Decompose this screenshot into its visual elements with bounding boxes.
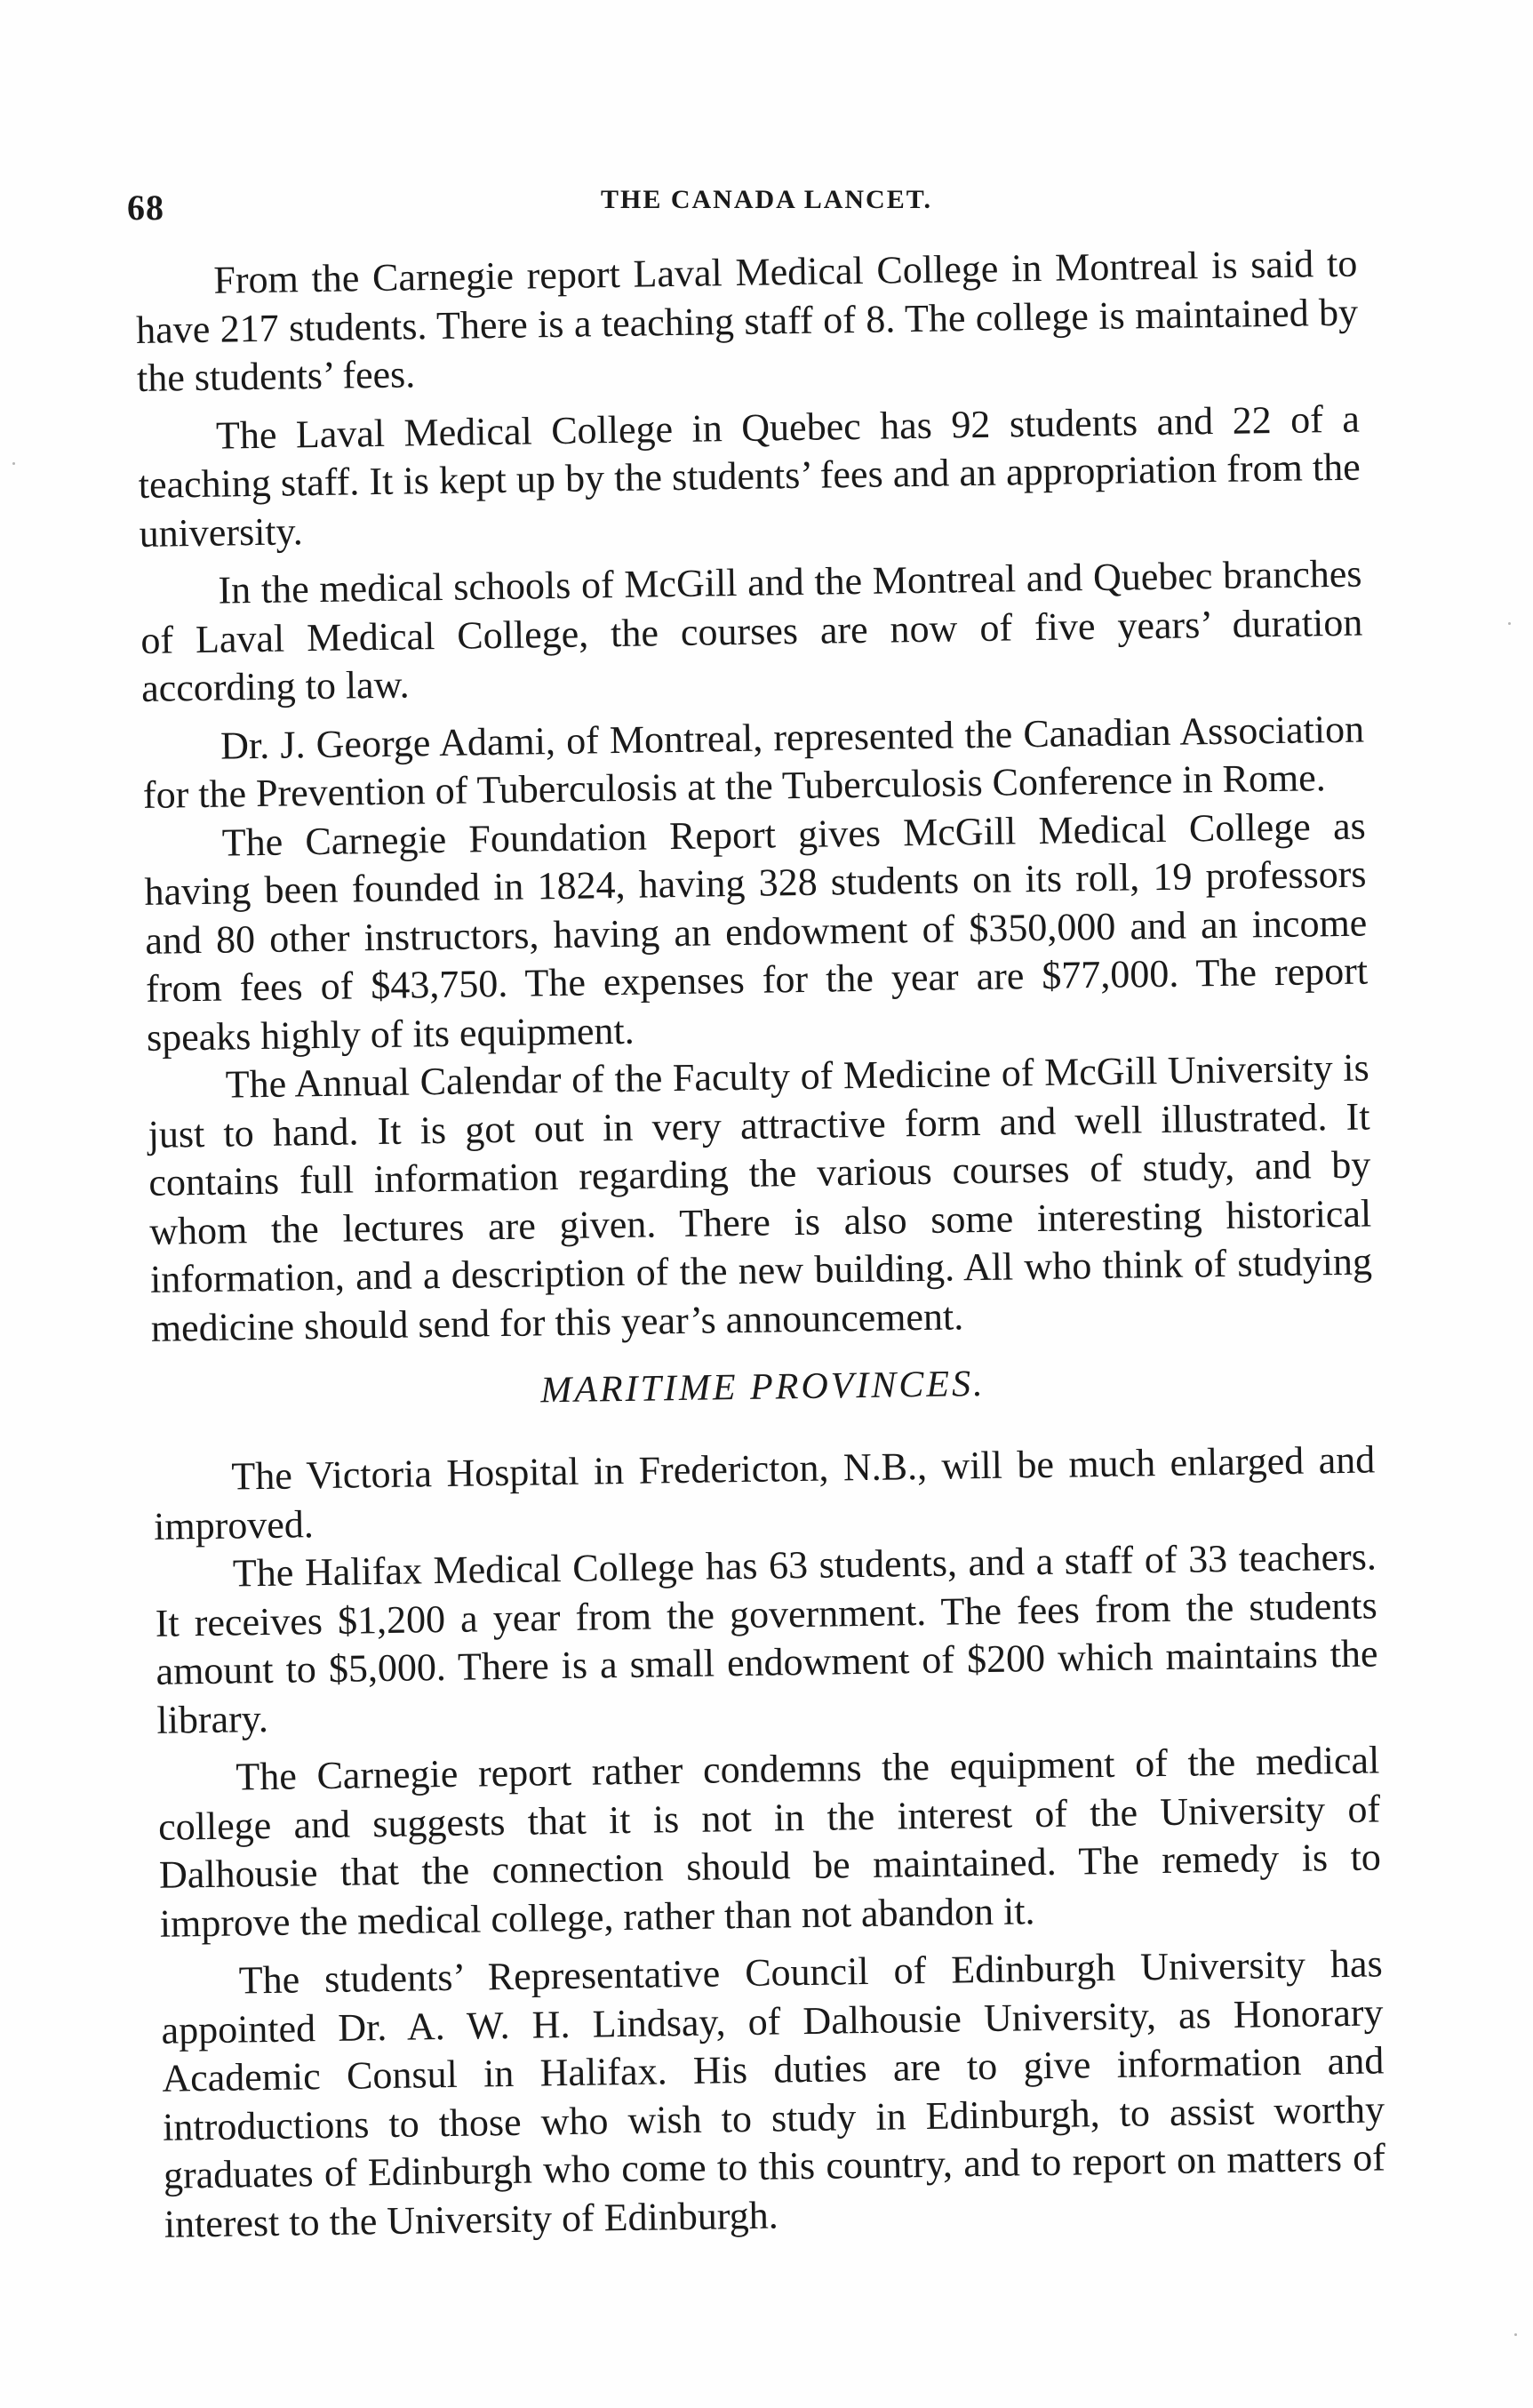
- section-heading: MARITIME PROVINCES.: [539, 1363, 986, 1412]
- page-number: 68: [127, 188, 164, 228]
- paragraph-carnegie-dalhousie: The Carnegie report rather condemns the equipment of the medical college and suggests that it is not in the interest of the University of Dalhousie that the connection should be maintained. The remedy is to improve the medical college, rather than not abandon it.: [157, 1738, 1382, 1946]
- paragraph-course-duration: In the medical schools of McGill and the Montreal and Quebec branches of Laval Medical College, the courses are now of five years’ duration according to law.: [140, 551, 1363, 710]
- scan-speck: [1508, 622, 1511, 625]
- paragraph-laval-montreal: From the Carnegie report Laval Medical College in Montreal is said to have 217 students. There is a teaching staff of 8. The college is maintained by the students’ fees.: [135, 241, 1359, 400]
- paragraph-mcgill-carnegie: The Carnegie Foundation Report gives McGill Medical College as having been founded in 1824, having 328 students on its roll, 19 professors and 80 other instructors, having an endowment of $350,000 and an income from fees of $43,750. The expenses for the year are $77,000. The report speaks highly of its equipment.: [144, 804, 1369, 1060]
- paragraph-edinburgh-consul: The students’ Representative Council of Edinburgh University has appointed Dr. A. W. H. Lindsay, of Dalhousie University, as Honorary Academic Consul in Halifax. His duties are to give information and introductions to those who wish to study in Edinburgh, to assist worthy graduates of Edinburgh who come to this country, and to report on matters of interest to the University of Edinburgh.: [161, 1941, 1386, 2246]
- running-head: THE CANADA LANCET.: [601, 185, 932, 214]
- paragraph-adami: Dr. J. George Adami, of Montreal, represented the Canadian Association for the Prevention of Tuberculosis at the Tuberculosis Conference in Rome.: [142, 707, 1365, 817]
- paragraph-victoria-hospital: The Victoria Hospital in Fredericton, N.B., will be much enlarged and improved.: [153, 1437, 1376, 1548]
- paragraph-halifax-college: The Halifax Medical College has 63 students, and a staff of 33 teachers. It receives $1,200 a year from the government. The fees from the students amount to $5,000. There is a small endowment of $200 which maintains the library.: [155, 1534, 1378, 1742]
- paragraph-mcgill-calendar: The Annual Calendar of the Faculty of Medicine of McGill University is just to hand. It is got out in very attractive form and well illustrated. It contains full information regarding the various courses of study, and by whom the lectures are given. There is also some interesting historical information, and a description of the new building. All who think of studying medicine should send for this year’s announcement.: [148, 1045, 1373, 1350]
- article-body: [135, 240, 1386, 2249]
- scan-speck: [1514, 2333, 1517, 2336]
- scan-speck: [12, 462, 15, 465]
- paragraph-laval-quebec: The Laval Medical College in Quebec has 92 students and 22 of a teaching staff. It is kept up by the students’ fees and an appropriation from the university.: [138, 396, 1361, 556]
